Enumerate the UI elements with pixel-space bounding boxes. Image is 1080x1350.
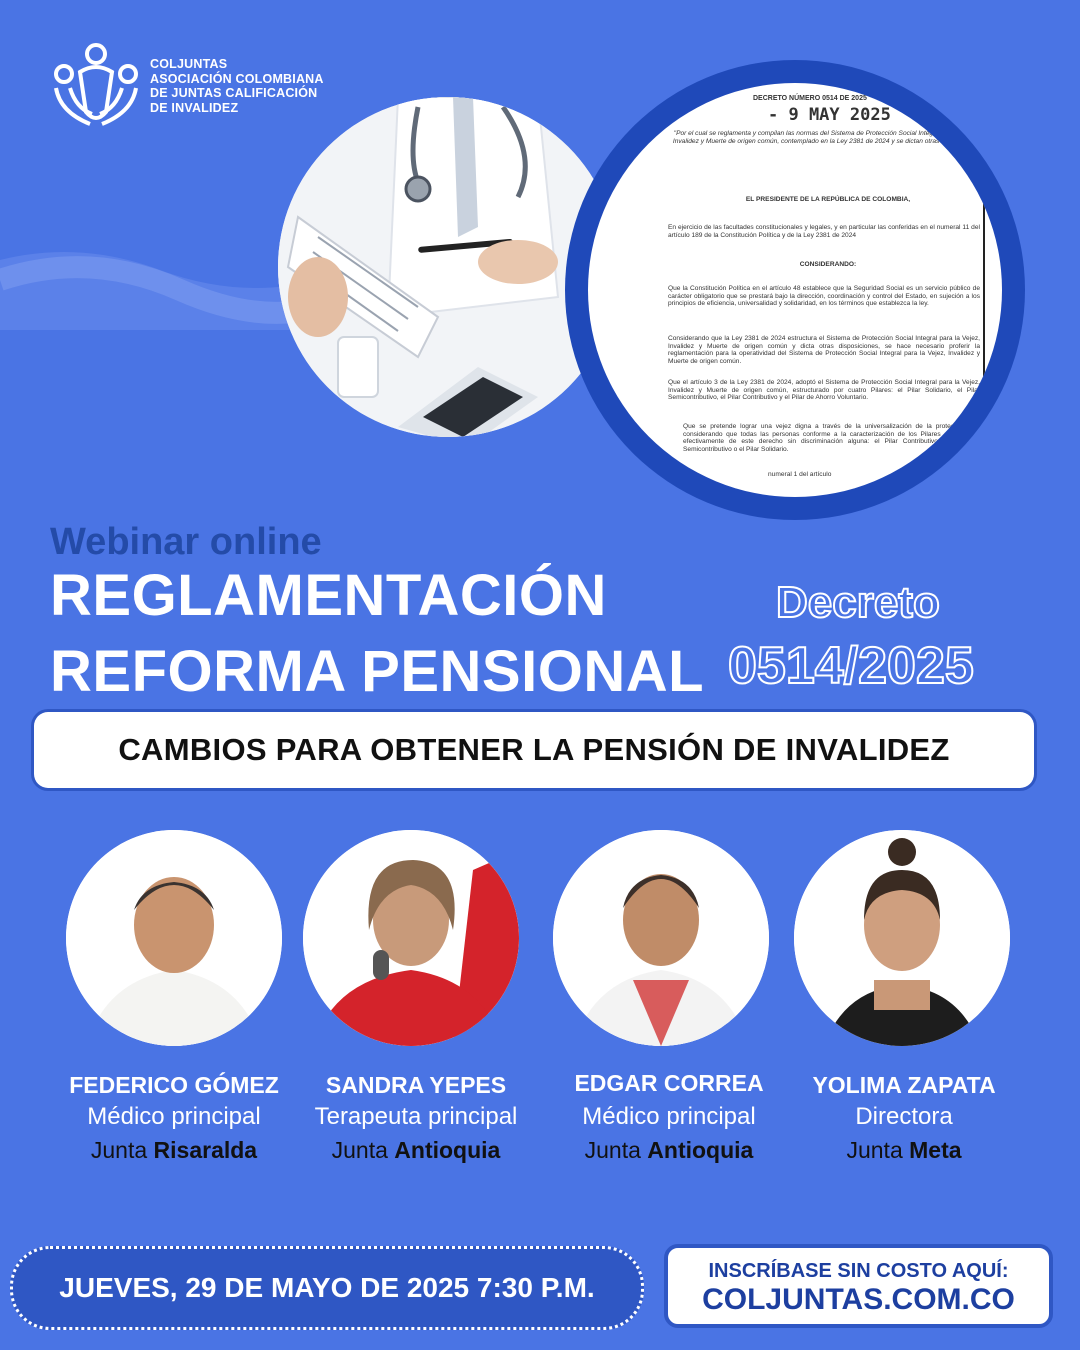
decree-preamble: "Por el cual se reglamenta y compilan las normas del Sistema de Protección Social Integral para la Vejez, Invalidez y Muerte de origen común, contemplado en la Ley 2381 de 2024 y se dictan otras disposiciones" [672, 130, 984, 145]
event-date-box [10, 1246, 644, 1330]
decree-margin-line [983, 163, 985, 393]
subtitle-text: CAMBIOS PARA OBTENER LA PENSIÓN DE INVALIDEZ [118, 732, 950, 767]
logo-line: COLJUNTAS [150, 57, 228, 71]
speaker-card [286, 1072, 546, 1164]
speaker-photo-yolima [794, 830, 1010, 1046]
decree-paragraph: Que se pretende lograr una vejez digna a través de la universalización de la protección, considerando que todas las personas conforme a la caracterización de los Pilares gozarán efectivamente de este derecho sin discriminación alguna: el Pilar Contributivo, el Pilar Semicontributivo o el Pilar Solidario. [683, 423, 968, 453]
speaker-portrait [303, 830, 519, 1046]
speaker-name: YOLIMA ZAPATA [812, 1072, 996, 1098]
speaker-photo-federico [66, 830, 282, 1046]
decree-number-line: DECRETO NÚMERO 0514 DE 2025 [753, 95, 867, 102]
webinar-kicker: Webinar online [50, 521, 322, 563]
speaker-junta: Junta Antioquia [584, 1137, 754, 1163]
speaker-name: FEDERICO GÓMEZ [69, 1072, 279, 1098]
coljuntas-logo-icon [50, 42, 142, 128]
speaker-junta: Junta Risaralda [90, 1137, 258, 1163]
headline-title-line2: REFORMA PENSIONAL [50, 639, 705, 704]
register-url-link[interactable]: COLJUNTAS.COM.CO [702, 1283, 1015, 1316]
decree-word: Decreto [776, 578, 940, 627]
speaker-name: EDGAR CORREA [574, 1070, 764, 1096]
event-date-text: JUEVES, 29 DE MAYO DE 2025 7:30 P.M. [59, 1272, 595, 1303]
decree-paragraph: Que el artículo 3 de la Ley 2381 de 2024, adoptó el Sistema de Protección Social Integral para la Vejez, Invalidez y Muerte de origen común, estructurado por cuatro Pilares: el Pilar Solidario, el Pilar Semicontributivo, el Pilar Contributivo y el Pilar de Ahorro Voluntario. [668, 379, 980, 402]
decree-president: EL PRESIDENTE DE LA REPÚBLICA DE COLOMBIA, [745, 196, 911, 203]
speaker-portrait [553, 830, 769, 1046]
speaker-card [539, 1070, 799, 1164]
logo-line: ASOCIACIÓN COLOMBIANA [150, 71, 324, 86]
speaker-card [44, 1072, 304, 1164]
logo-line: DE INVALIDEZ [150, 100, 239, 115]
speaker-role: Médico principal [582, 1103, 756, 1130]
decree-paragraph: Considerando que la Ley 2381 de 2024 estructura el Sistema de Protección Social Integral para la Vejez, Invalidez y Muerte de origen común y dicta otras disposiciones, se hace necesario proferir la reglamentación para la operatividad del Sistema de Protección Social Integral para la Vejez, Invalidez y Muerte de origen común. [668, 335, 980, 365]
speaker-card [774, 1072, 1034, 1164]
speaker-junta: Junta Meta [846, 1137, 962, 1163]
speaker-role: Terapeuta principal [314, 1103, 518, 1130]
decree-considering: CONSIDERANDO: [799, 261, 857, 268]
decree-paragraph: Que la Constitución Política en el artículo 48 establece que la Seguridad Social es un servicio público de carácter obligatorio que se prestará bajo la dirección, coordinación y control del Estado, en sujeción a los principios de eficiencia, universalidad y solidaridad, en los términos que establezca la ley. [668, 285, 980, 308]
register-label: INSCRÍBASE SIN COSTO AQUÍ: [708, 1260, 1009, 1282]
register-link-box[interactable] [664, 1244, 1053, 1328]
logo-text [150, 57, 324, 115]
decree-paragraph: numeral 1 del artículo [768, 471, 832, 478]
decree-date-stamp: - 9 MAY 2025 [768, 105, 891, 125]
speaker-name: SANDRA YEPES [325, 1072, 507, 1098]
decree-document [588, 83, 1002, 497]
headline-title-line1: REGLAMENTACIÓN [50, 563, 607, 628]
decree-number: 0514/2025 [728, 637, 974, 695]
decree-powers: En ejercicio de las facultades constitucionales y legales, y en particular las conferidas en el numeral 11 del artículo 189 de la Constitución Política y de la Ley 2381 de 2024 [668, 224, 980, 239]
speaker-junta: Junta Antioquia [331, 1137, 501, 1163]
speaker-photo-edgar [553, 830, 769, 1046]
speaker-role: Médico principal [87, 1103, 261, 1130]
speaker-portrait [66, 830, 282, 1046]
subtitle-banner [34, 712, 1034, 788]
speaker-portrait [794, 830, 1010, 1046]
speaker-role: Directora [855, 1103, 953, 1130]
speaker-photo-sandra [303, 830, 519, 1046]
logo-line: DE JUNTAS CALIFICACIÓN [150, 86, 318, 100]
